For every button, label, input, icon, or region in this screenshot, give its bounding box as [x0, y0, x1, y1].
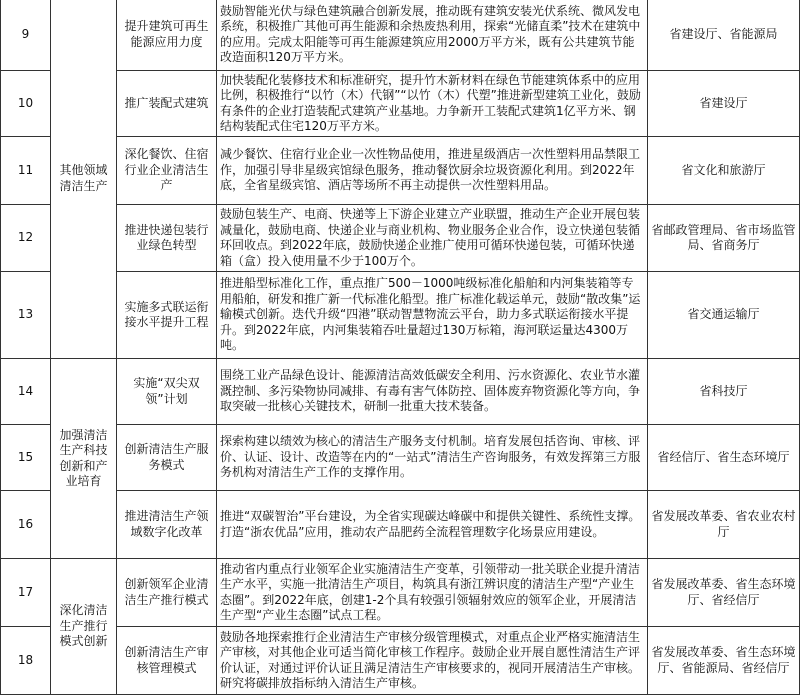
department-cell: 省交通运输厅 — [648, 272, 800, 359]
task-cell: 深化餐饮、住宿行业企业清洁生产 — [117, 137, 217, 205]
task-cell: 推进快递包装行业绿色转型 — [117, 205, 217, 272]
task-cell: 实施“双尖双领”计划 — [117, 359, 217, 425]
department-cell: 省经信厅、省生态环境厅 — [648, 425, 800, 491]
task-cell: 提升建筑可再生能源应用力度 — [117, 0, 217, 71]
department-cell: 省发展改革委、省农业农村厅 — [648, 491, 800, 559]
row-number: 9 — [1, 0, 51, 71]
table-row — [1, 272, 800, 359]
department-cell: 省邮政管理局、省市场监管局、省商务厅 — [648, 205, 800, 272]
task-cell: 推进清洁生产领域数字化改革 — [117, 491, 217, 559]
task-cell: 实施多式联运衔接水平提升工程 — [117, 272, 217, 359]
row-number: 15 — [1, 425, 51, 491]
table-row — [1, 627, 800, 695]
task-cell: 创新清洁生产审核管理模式 — [117, 627, 217, 695]
row-number: 18 — [1, 627, 51, 695]
description-cell: 探索构建以绩效为核心的清洁生产服务支付机制。培育发展包括咨询、审核、评价、认证、设计、改造等在内的“一站式”清洁生产咨询服务，有效发挥第三方服务机构对清洁生产工作的支撑作用。 — [217, 425, 648, 491]
area-cell: 加强清洁生产科技创新和产业培育 — [51, 359, 117, 559]
row-number: 12 — [1, 205, 51, 272]
table-row — [1, 71, 800, 137]
row-number: 14 — [1, 359, 51, 425]
row-number: 17 — [1, 559, 51, 627]
department-cell: 省建设厅 — [648, 71, 800, 137]
department-cell: 省科技厅 — [648, 359, 800, 425]
department-cell: 省建设厅、省能源局 — [648, 0, 800, 71]
description-cell: 推动省内重点行业领军企业实施清洁生产变革，引领带动一批关联企业提升清洁生产水平，实施一批清洁生产项目，构筑具有浙江辨识度的清洁生产型“产业生态圈”。到2022年底，创建1-2个具有较强引领辐射效应的领军企业，开展清洁生产型“产业生态圈”试点工程。 — [217, 559, 648, 627]
table-row — [1, 491, 800, 559]
department-cell: 省文化和旅游厅 — [648, 137, 800, 205]
description-cell: 加快装配化装修技术和标准研究，提升竹木新材料在绿色节能建筑体系中的应用比例，积极推行“以竹（木）代钢”“以竹（木）代塑”推进新型建筑工业化，鼓励有条件的企业打造装配式建筑产业基地。力争新开工装配式建筑1亿平方米、钢结构装配式住宅120万平方米。 — [217, 71, 648, 137]
task-cell: 推广装配式建筑 — [117, 71, 217, 137]
table-row — [1, 425, 800, 491]
description-cell: 鼓励智能光伏与绿色建筑融合创新发展，推动既有建筑安装光伏系统、微风发电系统，积极推广其他可再生能源和余热废热利用，探索“光储直柔”技术在建筑中的应用。完成太阳能等可再生能源建筑应用2000万平方米，既有公共建筑节能改造面积120万平方米。 — [217, 0, 648, 71]
row-number: 13 — [1, 272, 51, 359]
table-row — [1, 359, 800, 425]
table-row — [1, 559, 800, 627]
row-number: 16 — [1, 491, 51, 559]
description-cell: 鼓励各地探索推行企业清洁生产审核分级管理模式，对重点企业严格实施清洁生产审核，对其他企业可适当简化审核工作程序。鼓励企业开展自愿性清洁生产评价认证，对通过评价认证且满足清洁生产审核要求的，视同开展清洁生产审核。研究将碳排放指标纳入清洁生产审核。 — [217, 627, 648, 695]
description-cell: 减少餐饮、住宿行业企业一次性物品使用，推进星级酒店一次性塑料用品禁限工作，加强引导非星级宾馆绿色服务，推动餐饮厨余垃圾资源化利用。到2022年底，全省星级宾馆、酒店等场所不再主动提供一次性塑料用品。 — [217, 137, 648, 205]
description-cell: 推进船型标准化工作，重点推广500－1000吨级标准化船舶和内河集装箱等专用船舶，研发和推广新一代标准化船型。推广标准化载运单元，鼓励“散改集”运输模式创新。迭代升级“四港”联动智慧物流云平台，助力多式联运衔接水平提升。到2022年底，内河集装箱吞吐量超过130万标箱，海河联运量达4300万吨。 — [217, 272, 648, 359]
table-row — [1, 205, 800, 272]
task-cell: 创新清洁生产服务模式 — [117, 425, 217, 491]
table-row — [1, 0, 800, 71]
description-cell: 鼓励包装生产、电商、快递等上下游企业建立产业联盟，推动生产企业开展包装减量化，鼓励电商、快递企业与商业机构、物业服务企业合作，设立快递包装循环回收点。到2022年底，鼓励快递企业推广使用可循环快递包装，可循环快递箱（盒）投入使用量不少于100万个。 — [217, 205, 648, 272]
department-cell: 省发展改革委、省生态环境厅、省经信厅 — [648, 559, 800, 627]
area-cell: 其他领域清洁生产 — [51, 0, 117, 359]
description-cell: 围绕工业产品绿色设计、能源清洁高效低碳安全利用、污水资源化、农业节水灌溉控制、多污染物协同减排、有毒有害气体防控、固体废弃物资源化等方向，争取突破一批核心关键技术，研制一批重大技术装备。 — [217, 359, 648, 425]
row-number: 11 — [1, 137, 51, 205]
table-row — [1, 137, 800, 205]
row-number: 10 — [1, 71, 51, 137]
task-cell: 创新领军企业清洁生产推行模式 — [117, 559, 217, 627]
area-cell: 深化清洁生产推行模式创新 — [51, 559, 117, 695]
department-cell: 省发展改革委、省生态环境厅、省能源局、省经信厅 — [648, 627, 800, 695]
description-cell: 推进“双碳智治”平台建设，为全省实现碳达峰碳中和提供关键性、系统性支撑。打造“浙农优品”应用，推动农产品肥药全流程管理数字化场景应用建设。 — [217, 491, 648, 559]
